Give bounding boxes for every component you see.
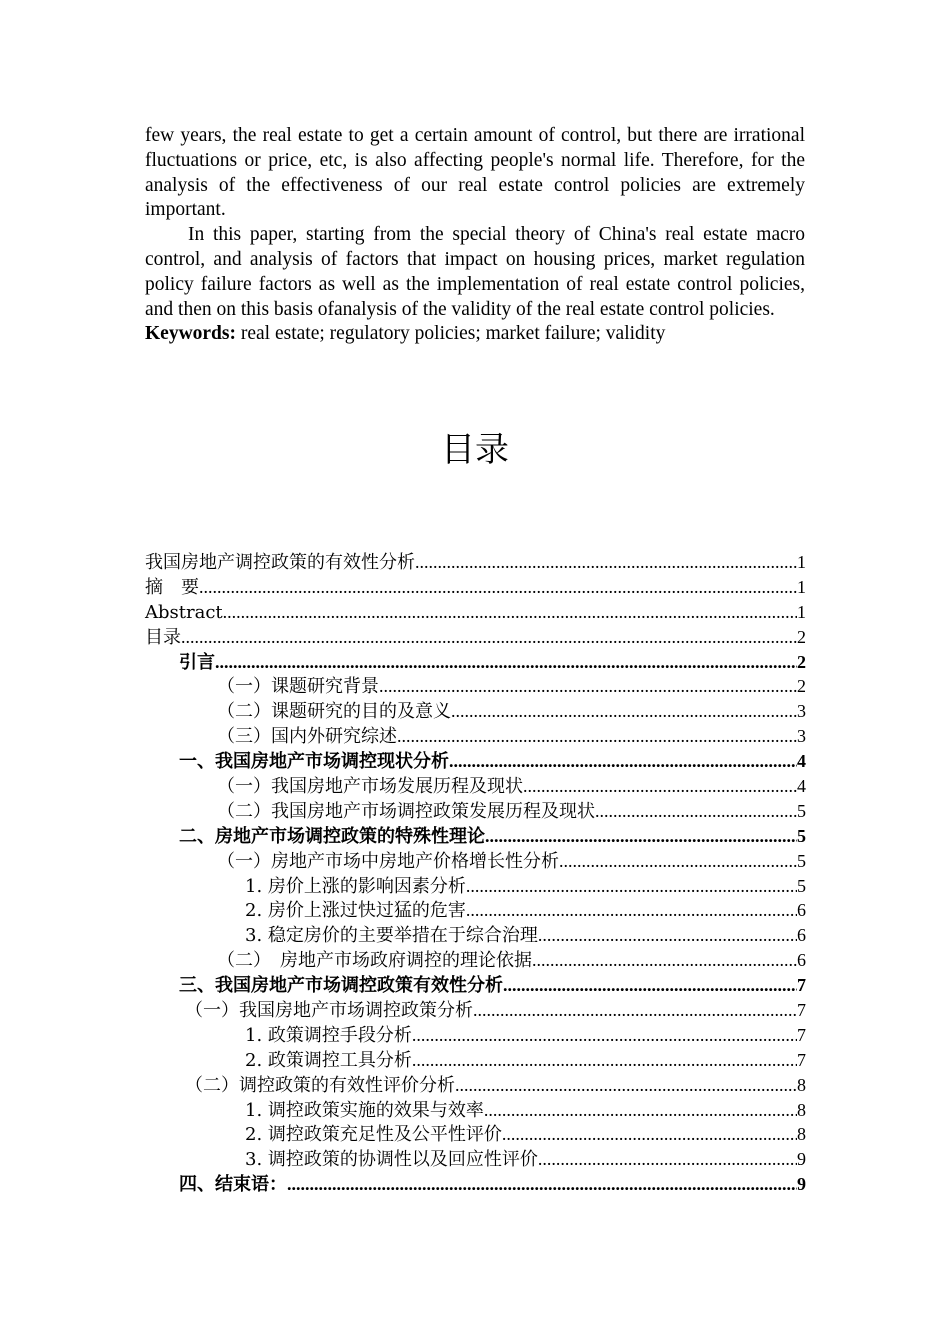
toc-entry[interactable]: （三）国内外研究综述 ..... 3 [145,724,806,749]
toc-entry[interactable]: （一）课题研究背景 ..... 2 [145,674,806,699]
toc-entry[interactable]: 2. 政策调控工具分析 ..... 7 [145,1048,806,1073]
toc-leader [451,699,797,724]
toc-entry[interactable]: （二） 房地产市场政府调控的理论依据 ..... 6 [145,948,806,973]
toc-entry[interactable]: Abstract ..... 1 [145,600,806,625]
toc-leader [412,1048,797,1073]
toc-entry[interactable]: （二）我国房地产市场调控政策发展历程及现状 ..... 5 [145,799,806,824]
keywords-line [145,322,805,347]
toc-leader [415,550,797,575]
toc-entry[interactable]: 引言 ..... 2 [145,650,806,675]
toc-entry[interactable]: （一）我国房地产市场发展历程及现状 ..... 4 [145,774,806,799]
toc-entry[interactable]: 四、结束语： ..... 9 [145,1172,806,1197]
toc-entry[interactable]: 三、我国房地产市场调控政策有效性分析 ..... 7 [145,973,806,998]
keywords-text: real estate; regulatory policies; market failure; validity [236,323,666,345]
toc-entry[interactable]: 1. 政策调控手段分析 ..... 7 [145,1023,806,1048]
toc-title: 目录 [441,430,509,470]
toc-entry[interactable]: （一）房地产市场中房地产价格增长性分析 ..... 5 [145,849,806,874]
toc-leader [199,575,797,600]
keywords-label: Keywords: [145,323,236,345]
toc-leader [532,948,797,973]
abstract-section [145,124,805,347]
toc-leader [449,749,797,774]
toc-leader [412,1023,797,1048]
toc-leader [397,724,797,749]
toc-entry[interactable]: （二）课题研究的目的及意义 ..... 3 [145,699,806,724]
toc-leader [503,973,797,998]
toc-entry[interactable]: 2. 调控政策充足性及公平性评价 ..... 8 [145,1122,806,1147]
toc-entry[interactable]: 二、房地产市场调控政策的特殊性理论 ..... 5 [145,824,806,849]
toc-entry[interactable]: 我国房地产调控政策的有效性分析 ..... 1 [145,550,806,575]
toc-leader [455,1073,797,1098]
toc-entry[interactable]: 1. 调控政策实施的效果与效率 ..... 8 [145,1098,806,1123]
toc-entry[interactable]: 目录 ..... 2 [145,625,806,650]
toc-leader [379,674,797,699]
toc-leader [523,774,797,799]
toc-entry[interactable]: （一）我国房地产市场调控政策分析 ..... 7 [145,998,806,1023]
toc-leader [485,824,797,849]
toc-entry[interactable]: 一、我国房地产市场调控现状分析 ..... 4 [145,749,806,774]
toc-leader [538,923,797,948]
toc-leader [595,799,797,824]
table-of-contents [145,550,806,1197]
toc-leader [473,998,797,1023]
toc-leader [466,874,797,899]
toc-entry[interactable]: 3. 调控政策的协调性以及回应性评价 ..... 9 [145,1147,806,1172]
toc-leader [181,625,797,650]
toc-entry[interactable]: （二）调控政策的有效性评价分析 ..... 8 [145,1073,806,1098]
toc-leader [484,1098,797,1123]
toc-leader [559,849,797,874]
toc-leader [215,650,797,675]
toc-leader [502,1122,797,1147]
toc-entry[interactable]: 摘 要 ..... 1 [145,575,806,600]
toc-leader [287,1172,797,1197]
abstract-paragraph: In this paper, starting from the special theory of China's real estate macro control, and analysis of factors that impact on housing prices, market regulation policy failure factors as well as the implementation of real estate control policies, and then on this basis ofanalysis of the validity of the real estate control policies. [145,224,805,320]
toc-leader [466,898,797,923]
toc-leader [223,600,797,625]
toc-leader [538,1147,797,1172]
toc-entry[interactable]: 2. 房价上涨过快过猛的危害 ..... 6 [145,898,806,923]
toc-entry[interactable]: 1. 房价上涨的影响因素分析 ..... 5 [145,874,806,899]
abstract-paragraph: few years, the real estate to get a certain amount of control, but there are irrational fluctuations or price, etc, is also affecting people's normal life. Therefore, for the analysis of the effectiveness of our real estate control policies are extremely important. [145,125,805,221]
toc-entry[interactable]: 3. 稳定房价的主要举措在于综合治理 ..... 6 [145,923,806,948]
